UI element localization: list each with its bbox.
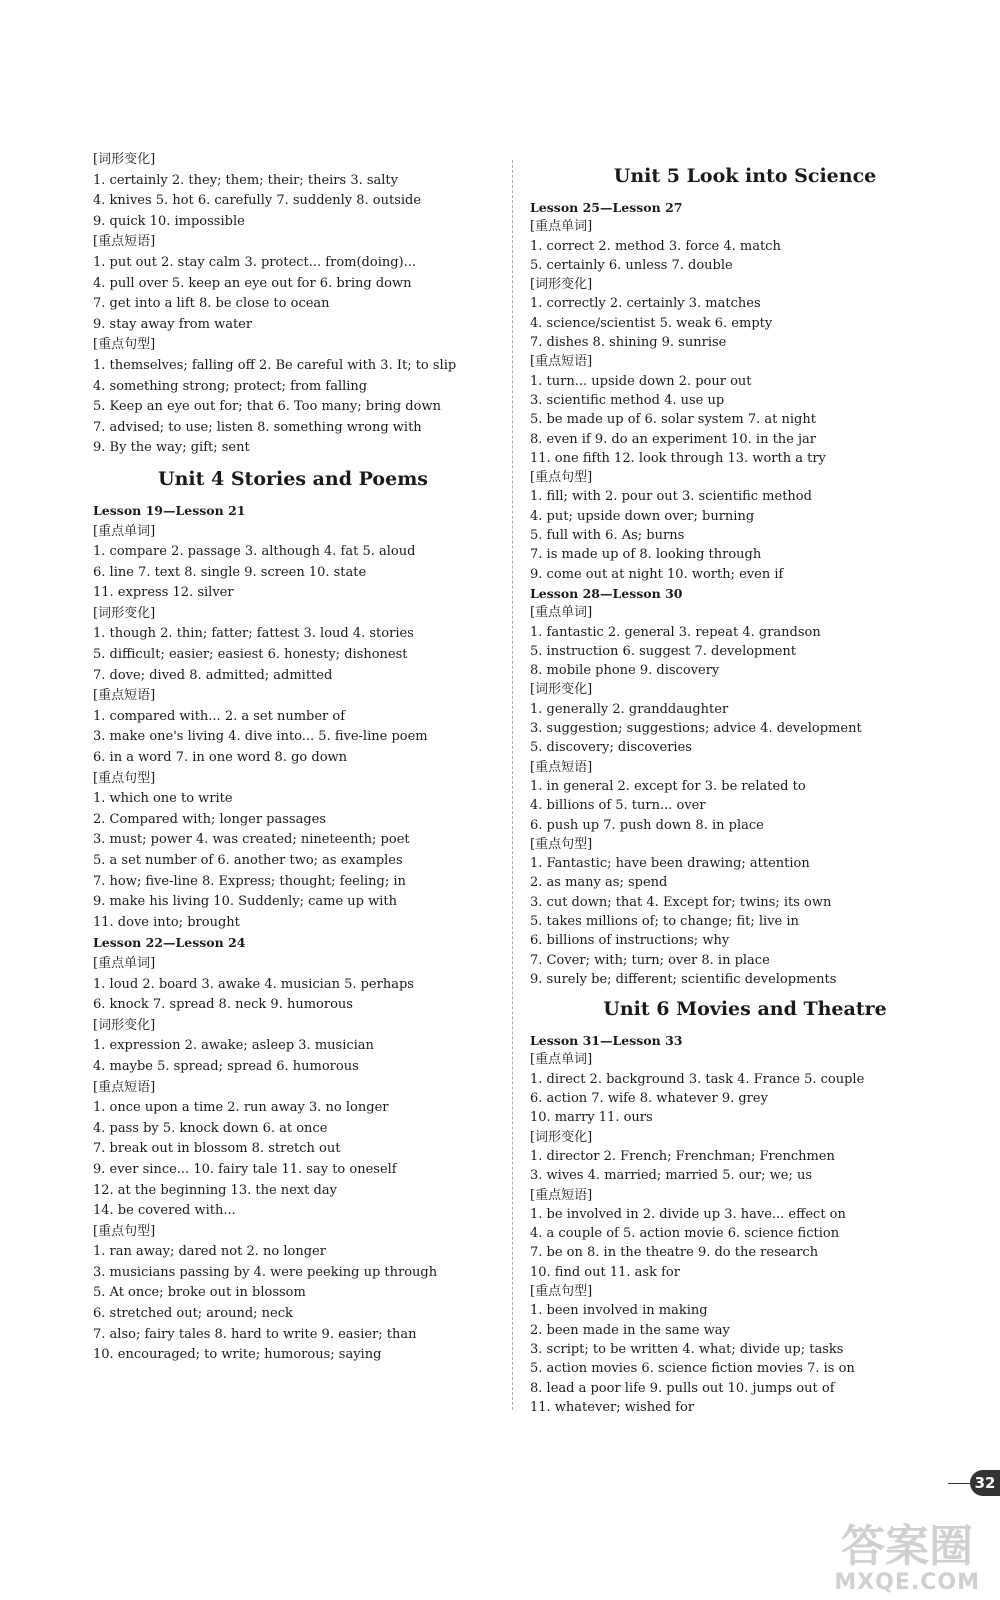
answer-line: 9. stay away from water: [93, 316, 253, 332]
answer-line: 11. dove into; brought: [93, 914, 240, 930]
answer-line: 1. director 2. French; Frenchman; Frenchmen: [530, 1148, 835, 1164]
answer-line: 6. action 7. wife 8. whatever 9. grey: [530, 1091, 768, 1107]
section-heading: [词形变化]: [93, 1017, 156, 1033]
unit-title: Unit 4 Stories and Poems: [158, 467, 428, 490]
answer-line: 1. fantastic 2. general 3. repeat 4. grandson: [530, 624, 821, 640]
answer-line: 3. make one's living 4. dive into... 5. five-line poem: [93, 729, 428, 745]
answer-line: 6. billions of instructions; why: [530, 933, 730, 949]
answer-line: 5. a set number of 6. another two; as examples: [93, 853, 403, 868]
answer-line: 14. be covered with...: [93, 1203, 236, 1219]
answer-line: 3. script; to be written 4. what; divide up; tasks: [530, 1341, 844, 1357]
answer-line: 1. Fantastic; have been drawing; attention: [530, 856, 810, 872]
section-heading: [重点句型]: [93, 337, 156, 353]
section-heading: [重点句型]: [530, 1284, 593, 1300]
answer-line: 4. pull over 5. keep an eye out for 6. bring down: [93, 275, 412, 291]
lesson-heading: Lesson 25—Lesson 27: [530, 200, 683, 215]
answer-line: 9. make his living 10. Suddenly; came up with: [93, 894, 397, 910]
section-heading: [词形变化]: [530, 1129, 593, 1145]
answer-line: 4. pass by 5. knock down 6. at once: [93, 1120, 328, 1136]
answer-line: 5. difficult; easier; easiest 6. honesty; dishonest: [93, 647, 408, 663]
watermark-top: 答案圈: [841, 1521, 974, 1572]
answer-line: 4. maybe 5. spread; spread 6. humorous: [93, 1058, 359, 1074]
answer-line: 8. lead a poor life 9. pulls out 10. jumps out of: [530, 1380, 835, 1396]
answer-line: 1. loud 2. board 3. awake 4. musician 5. perhaps: [93, 976, 414, 992]
answer-line: 3. wives 4. married; married 5. our; we; us: [530, 1168, 813, 1184]
section-heading: [重点句型]: [530, 470, 593, 486]
answer-line: 1. though 2. thin; fatter; fattest 3. loud 4. stories: [93, 626, 414, 642]
answer-line: 1. in general 2. except for 3. be related to: [530, 778, 806, 794]
answer-line: 1. which one to write: [93, 791, 233, 807]
answer-line: 10. marry 11. ours: [530, 1110, 653, 1126]
section-heading: [重点单词]: [93, 955, 156, 971]
section-heading: [重点句型]: [93, 770, 156, 786]
answer-line: 1. correctly 2. certainly 3. matches: [530, 296, 761, 312]
answer-line: 2. as many as; spend: [530, 875, 668, 891]
answer-line: 5. instruction 6. suggest 7. development: [530, 643, 796, 659]
answer-line: 4. knives 5. hot 6. carefully 7. suddenly 8. outside: [93, 193, 422, 209]
answer-line: 1. correct 2. method 3. force 4. match: [530, 238, 781, 254]
answer-line: 5. discovery; discoveries: [530, 740, 692, 756]
left-column: [93, 150, 493, 1366]
lesson-heading: Lesson 19—Lesson 21: [93, 502, 246, 518]
answer-line: 2. been made in the same way: [530, 1322, 730, 1338]
answer-line: 1. put out 2. stay calm 3. protect... from(doing)...: [93, 254, 417, 270]
answer-line: 8. even if 9. do an experiment 10. in the jar: [530, 431, 816, 447]
answer-line: 5. action movies 6. science fiction movies 7. is on: [530, 1361, 855, 1377]
answer-line: 5. full with 6. As; burns: [530, 528, 685, 544]
answer-line: 1. fill; with 2. pour out 3. scientific method: [530, 489, 812, 505]
page-number-dash: [948, 1483, 970, 1484]
answer-line: 6. stretched out; around; neck: [93, 1306, 293, 1322]
section-heading: [重点短语]: [93, 688, 156, 704]
section-heading: [重点短语]: [530, 759, 593, 775]
answer-line: 1. expression 2. awake; asleep 3. musician: [93, 1038, 374, 1054]
answer-line: 1. ran away; dared not 2. no longer: [93, 1244, 326, 1260]
answer-line: 5. At once; broke out in blossom: [93, 1285, 306, 1301]
answer-line: 2. Compared with; longer passages: [93, 811, 327, 827]
answer-line: 1. themselves; falling off 2. Be careful with 3. It; to slip: [93, 357, 457, 373]
lesson-heading: Lesson 22—Lesson 24: [93, 935, 246, 951]
answer-line: 5. takes millions of; to change; fit; live in: [530, 913, 799, 929]
answer-line: 7. how; five-line 8. Express; thought; feeling; in: [93, 873, 406, 889]
answer-line: 1. certainly 2. they; them; their; theirs 3. salty: [93, 172, 398, 188]
unit-title: Unit 6 Movies and Theatre: [603, 998, 887, 1021]
section-heading: [词形变化]: [93, 605, 156, 621]
answer-line: 6. in a word 7. in one word 8. go down: [93, 750, 348, 766]
answer-line: 11. one fifth 12. look through 13. worth a try: [530, 450, 826, 466]
answer-line: 5. certainly 6. unless 7. double: [530, 257, 733, 273]
answer-line: 7. advised; to use; listen 8. something wrong with: [93, 419, 422, 435]
section-heading: [重点短语]: [93, 234, 156, 250]
answer-line: 3. suggestion; suggestions; advice 4. development: [530, 721, 862, 737]
answer-line: 9. surely be; different; scientific developments: [530, 971, 837, 987]
lesson-heading: Lesson 31—Lesson 33: [530, 1033, 683, 1049]
page-number: 32: [970, 1470, 1000, 1496]
answer-line: 12. at the beginning 13. the next day: [93, 1182, 337, 1198]
answer-line: 7. dove; dived 8. admitted; admitted: [93, 667, 333, 683]
answer-line: 3. cut down; that 4. Except for; twins; its own: [530, 894, 832, 910]
answer-line: 7. Cover; with; turn; over 8. in place: [530, 952, 770, 968]
answer-line: 9. quick 10. impossible: [93, 213, 245, 229]
lesson-heading: Lesson 28—Lesson 30: [530, 585, 683, 601]
answer-line: 9. come out at night 10. worth; even if: [530, 566, 784, 582]
section-heading: [重点句型]: [93, 1223, 156, 1239]
answer-line: 9. ever since... 10. fairy tale 11. say to oneself: [93, 1161, 397, 1177]
answer-line: 1. generally 2. granddaughter: [530, 701, 729, 717]
section-heading: [词形变化]: [530, 682, 593, 698]
answer-line: 7. is made up of 8. looking through: [530, 547, 762, 563]
answer-line: 4. something strong; protect; from falling: [93, 378, 368, 394]
answer-line: 4. science/scientist 5. weak 6. empty: [530, 315, 773, 331]
answer-line: 7. also; fairy tales 8. hard to write 9. easier; than: [93, 1326, 417, 1342]
answer-line: 1. be involved in 2. divide up 3. have... effect on: [530, 1206, 846, 1222]
section-heading: [词形变化]: [93, 152, 156, 167]
answer-line: 4. put; upside down over; burning: [530, 508, 755, 524]
section-heading: [重点单词]: [530, 605, 593, 621]
answer-line: 1. once upon a time 2. run away 3. no longer: [93, 1100, 389, 1116]
answer-line: 1. compared with... 2. a set number of: [93, 708, 346, 724]
watermark-logo: [834, 1523, 980, 1595]
section-heading: [重点短语]: [530, 1187, 593, 1203]
answer-line: 4. billions of 5. turn... over: [530, 798, 706, 814]
answer-line: 1. been involved in making: [530, 1303, 708, 1319]
right-column: [530, 162, 960, 1417]
answer-line: 11. whatever; wished for: [530, 1399, 695, 1415]
watermark-bottom: MXQE.COM: [834, 1570, 980, 1595]
section-heading: [重点单词]: [93, 523, 156, 539]
answer-line: 10. encouraged; to write; humorous; saying: [93, 1347, 382, 1363]
answer-line: 9. By the way; gift; sent: [93, 440, 250, 456]
section-heading: [重点单词]: [530, 1052, 593, 1068]
answer-line: 1. direct 2. background 3. task 4. France 5. couple: [530, 1071, 865, 1087]
answer-line: 7. dishes 8. shining 9. sunrise: [530, 335, 727, 351]
unit-title: Unit 5 Look into Science: [613, 165, 877, 187]
answer-line: 1. turn... upside down 2. pour out: [530, 373, 752, 389]
section-heading: [重点短语]: [530, 354, 593, 370]
answer-line: 6. line 7. text 8. single 9. screen 10. state: [93, 564, 367, 580]
answer-line: 6. knock 7. spread 8. neck 9. humorous: [93, 997, 353, 1013]
answer-line: 3. must; power 4. was created; nineteenth; poet: [93, 832, 410, 848]
column-divider: [512, 160, 513, 1410]
answer-line: 11. express 12. silver: [93, 585, 234, 601]
answer-line: 3. scientific method 4. use up: [530, 392, 725, 408]
answer-line: 5. Keep an eye out for; that 6. Too many; bring down: [93, 399, 441, 415]
section-heading: [重点短语]: [93, 1079, 156, 1095]
section-heading: [词形变化]: [530, 277, 593, 293]
answer-line: 8. mobile phone 9. discovery: [530, 663, 720, 679]
answer-line: 4. a couple of 5. action movie 6. science fiction: [530, 1226, 840, 1242]
answer-line: 3. musicians passing by 4. were peeking up through: [93, 1264, 438, 1280]
answer-line: 6. push up 7. push down 8. in place: [530, 817, 764, 833]
answer-line: 7. break out in blossom 8. stretch out: [93, 1141, 341, 1157]
answer-line: 7. get into a lift 8. be close to ocean: [93, 296, 330, 312]
answer-line: 10. find out 11. ask for: [530, 1264, 680, 1280]
answer-line: 1. compare 2. passage 3. although 4. fat 5. aloud: [93, 544, 416, 560]
section-heading: [重点句型]: [530, 836, 593, 852]
answer-line: 7. be on 8. in the theatre 9. do the research: [530, 1245, 819, 1261]
section-heading: [重点单词]: [530, 219, 593, 235]
answer-line: 5. be made up of 6. solar system 7. at night: [530, 412, 816, 428]
